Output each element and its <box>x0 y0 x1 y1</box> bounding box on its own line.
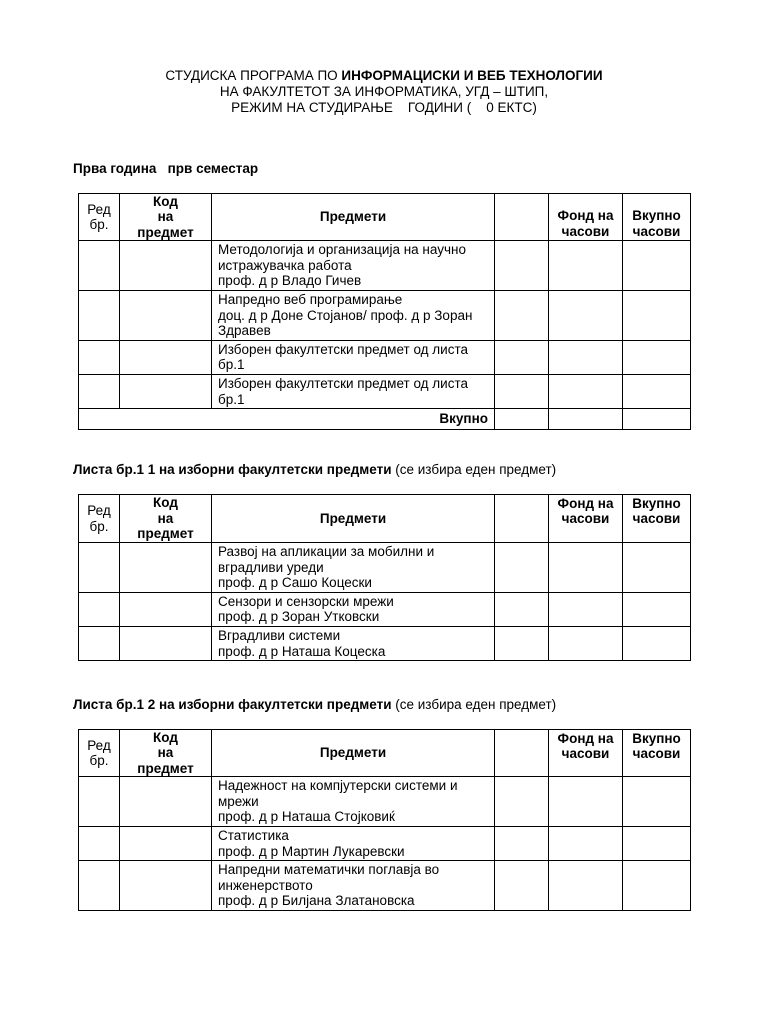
table-row <box>79 543 691 593</box>
table-header-row <box>79 495 691 543</box>
total-label: Вкупно <box>79 409 495 430</box>
section-title-3 <box>73 697 556 713</box>
course-table-2 <box>78 494 691 661</box>
section-title-3-bold: Листа бр.1 2 на изборни факултетски предмети <box>73 697 392 712</box>
table-header-row <box>79 730 691 777</box>
header-line-3: РЕЖИМ НА СТУДИРАЊЕ ГОДИНИ ( 0 ЕКТС) <box>231 100 537 115</box>
total-row <box>79 409 691 430</box>
header-line-1-bold: ИНФОРМАЦИСКИ И ВЕБ ТЕХНОЛОГИИ <box>341 68 603 83</box>
col-red: Ред бр. <box>79 194 120 241</box>
subject-cell: Сензори и сензорски мрежи проф. д р Зоран Утковски <box>212 592 495 626</box>
col-fond: Фонд на часови <box>549 194 623 241</box>
table-row <box>79 592 691 626</box>
table-row <box>79 241 691 291</box>
subject-cell: Надежност на компјутерски системи и мрежи проф. д р Наташа Стојковиќ <box>212 777 495 827</box>
col-kod: Код на предмет <box>120 730 212 777</box>
section-title-2-bold: Листа бр.1 1 на изборни факултетски предмети <box>73 462 392 477</box>
section-title-3-normal: (се избира еден предмет) <box>391 697 557 712</box>
table-row <box>79 340 691 374</box>
col-kod: Код на предмет <box>120 194 212 241</box>
col-empty <box>495 730 549 777</box>
subject-cell: Напредни математички поглавја во инженерството проф. д р Билјана Златановска <box>212 861 495 911</box>
subject-cell: Изборен факултетски предмет од листа бр.1 <box>212 374 495 408</box>
col-empty <box>495 194 549 241</box>
section-title-1-bold: Прва година прв семестар <box>73 161 259 176</box>
subject-cell: Изборен факултетски предмет од листа бр.1 <box>212 340 495 374</box>
section-title-2 <box>73 462 556 478</box>
col-red: Ред бр. <box>79 730 120 777</box>
document-header <box>0 68 768 116</box>
section-title-1 <box>73 161 258 177</box>
col-predmeti: Предмети <box>212 730 495 777</box>
table-row <box>79 827 691 861</box>
table-row <box>79 861 691 911</box>
subject-cell: Статистика проф. д р Мартин Лукаревски <box>212 827 495 861</box>
table-header-row <box>79 194 691 241</box>
course-table-3 <box>78 729 691 911</box>
table-row <box>79 777 691 827</box>
table-row <box>79 374 691 408</box>
col-predmeti: Предмети <box>212 194 495 241</box>
header-line-2: НА ФАКУЛТЕТОТ ЗА ИНФОРМАТИКА, УГД – ШТИП, <box>219 84 549 99</box>
col-vkupno: Вкупно часови <box>623 495 691 543</box>
subject-cell: Напредно веб програмирање доц. д р Доне Стојанов/ проф. д р Зоран Здравев <box>212 291 495 341</box>
col-fond: Фонд на часови <box>549 730 623 777</box>
col-fond: Фонд на часови <box>549 495 623 543</box>
subject-cell: Вградливи системи проф. д р Наташа Коцеска <box>212 626 495 660</box>
col-empty <box>495 495 549 543</box>
table-row <box>79 291 691 341</box>
course-table-1 <box>78 193 691 430</box>
col-kod: Код на предмет <box>120 495 212 543</box>
header-line-1 <box>0 68 768 84</box>
col-vkupno: Вкупно часови <box>623 730 691 777</box>
col-red: Ред бр. <box>79 495 120 543</box>
subject-cell: Развој на апликации за мобилни и вградливи уреди проф. д р Сашо Коцески <box>212 543 495 593</box>
col-predmeti: Предмети <box>212 495 495 543</box>
table-row <box>79 626 691 660</box>
section-title-2-normal: (се избира еден предмет) <box>391 462 557 477</box>
header-line-1-normal: СТУДИСКА ПРОГРАМА ПО <box>165 68 342 83</box>
subject-cell: Методологија и организација на научно истражувачка работа проф. д р Владо Гичев <box>212 241 495 291</box>
col-vkupno: Вкупно часови <box>623 194 691 241</box>
